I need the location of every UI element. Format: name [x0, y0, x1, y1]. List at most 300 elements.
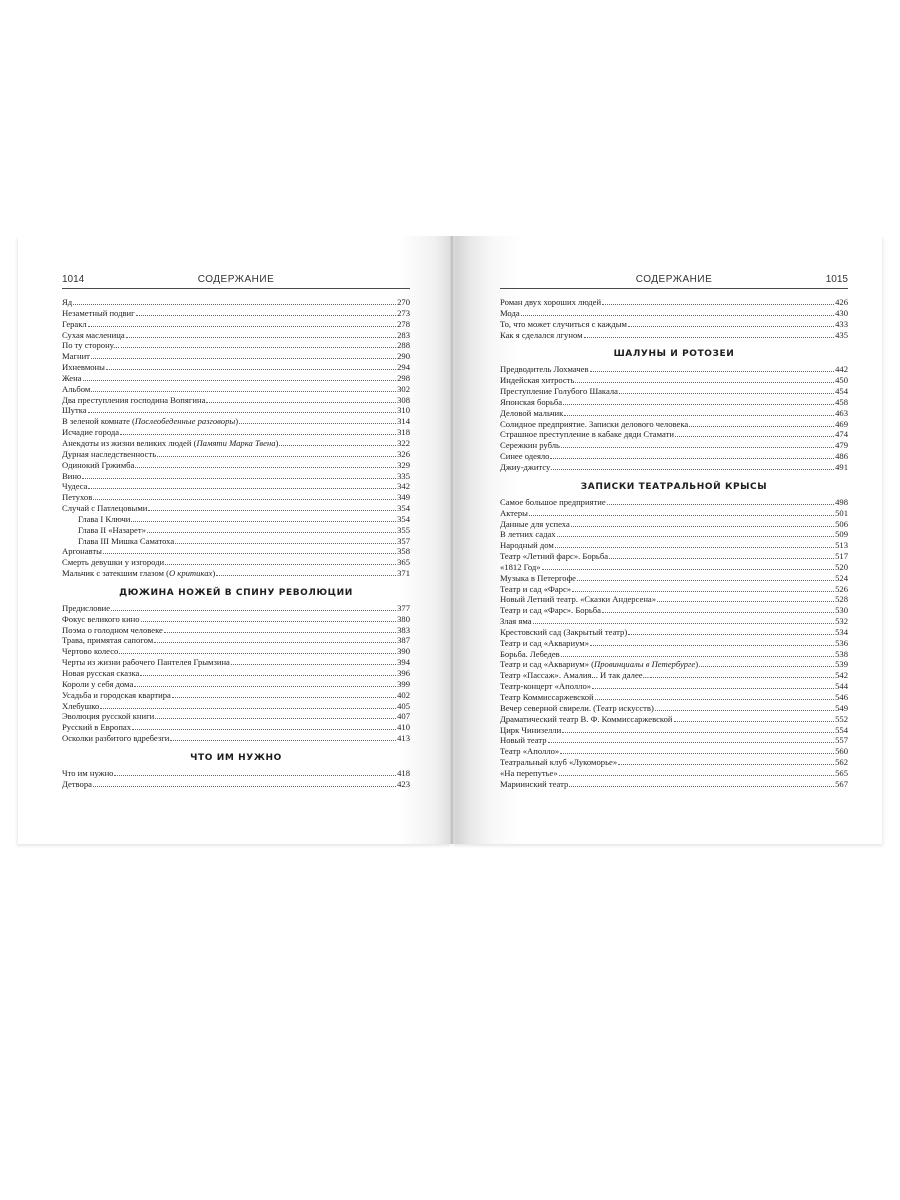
- toc-entry: [500, 616, 848, 627]
- entry-title-text: По ту сторону...: [62, 340, 120, 351]
- entry-title-text: Данные для успеха: [500, 518, 570, 529]
- toc-entry: [500, 638, 848, 649]
- entry-title: [500, 319, 627, 330]
- entry-title: [78, 514, 130, 525]
- entry-page-number: 273: [397, 307, 410, 318]
- entry-title: [500, 573, 576, 584]
- entry-title: [62, 679, 133, 690]
- entry-title-text: ): [695, 659, 699, 670]
- entry-page-number: 413: [397, 733, 410, 744]
- entry-title: [62, 768, 113, 779]
- entry-page-number: 318: [397, 427, 410, 438]
- entry-title-text: Театральный клуб «Лукоморье»: [500, 757, 618, 768]
- toc-entry: [500, 692, 848, 703]
- entry-title: [62, 438, 278, 449]
- entry-title: [62, 395, 205, 406]
- entry-title: [500, 584, 571, 595]
- entry-title: [62, 373, 82, 384]
- toc-entry: [500, 519, 848, 530]
- entry-title: [500, 529, 556, 540]
- section-title: ЧТО ИМ НУЖНО: [190, 752, 282, 763]
- entry-title: [500, 508, 528, 519]
- toc-entry: [500, 746, 848, 757]
- dot-leader: [602, 297, 834, 305]
- toc-entry: [62, 503, 410, 514]
- entry-title: [62, 362, 105, 373]
- toc-entry: [62, 384, 410, 395]
- entry-page-number: 342: [397, 481, 410, 492]
- entry-title: [62, 657, 230, 668]
- entry-title: [62, 614, 140, 625]
- toc-entry: [62, 395, 410, 406]
- entry-title-text: Страшное преступление в кабаке дяди Стамати: [500, 429, 674, 440]
- entry-title: [500, 451, 549, 462]
- dot-leader: [155, 711, 396, 719]
- dot-leader: [279, 438, 396, 446]
- entry-title: [62, 668, 139, 679]
- entry-page-number: 407: [397, 711, 410, 722]
- entry-title: [500, 297, 601, 308]
- toc-entry: [62, 614, 410, 625]
- entry-page-number: 314: [397, 416, 410, 427]
- left-page: [18, 236, 452, 844]
- entry-title-text: Преступление Голубого Шакала: [500, 386, 618, 397]
- toc-entry: [500, 551, 848, 562]
- toc-entry: [62, 635, 410, 646]
- entry-title: [500, 562, 541, 573]
- entry-page-number: 302: [397, 383, 410, 394]
- dot-leader: [100, 701, 396, 709]
- dot-leader: [595, 692, 835, 700]
- dot-leader: [521, 308, 834, 316]
- toc-entry: [500, 462, 848, 473]
- entry-title: [500, 551, 608, 562]
- dot-leader: [216, 568, 396, 576]
- toc-entry: [500, 584, 848, 595]
- toc-entry: [500, 429, 848, 440]
- dot-leader: [172, 690, 396, 698]
- entry-title: [500, 735, 547, 746]
- entry-page-number: 418: [397, 767, 410, 778]
- toc-entry: [500, 364, 848, 375]
- dot-leader: [602, 605, 834, 613]
- dot-leader: [88, 319, 396, 327]
- entry-title-text: Анекдоты из жизни великих людей (: [62, 437, 197, 448]
- toc-entry: [500, 725, 848, 736]
- entry-page-number: 469: [835, 418, 848, 429]
- entry-title-text: Самое большое предприятие: [500, 496, 606, 507]
- entry-title-text: Короли у себя дома: [62, 678, 134, 689]
- entry-title: [78, 536, 174, 547]
- entry-title-text: Ихневмоны: [62, 362, 105, 373]
- entry-title-text: Мальчик с затекшим глазом (: [62, 568, 169, 579]
- toc-subentry: [62, 525, 410, 536]
- entry-title-text: Злая яма: [500, 616, 532, 627]
- entry-title-text: Магнит: [62, 351, 90, 362]
- entry-page-number: 354: [397, 503, 410, 514]
- entry-page-number: 383: [397, 624, 410, 635]
- entry-page-number: 310: [397, 405, 410, 416]
- entry-title: [500, 627, 627, 638]
- dot-leader: [114, 768, 396, 776]
- entry-title-text: ): [212, 568, 216, 579]
- entry-page-number: 270: [397, 297, 410, 307]
- page-header: [62, 274, 410, 289]
- dot-leader: [584, 330, 835, 338]
- entry-title-text: Драматический театр В. Ф. Коммиссаржевской: [500, 713, 673, 724]
- entry-page-number: 355: [397, 524, 410, 535]
- entry-title-italic: Провинциалы в Петербурге: [594, 659, 696, 670]
- dot-leader: [607, 497, 834, 505]
- toc-entry: [62, 460, 410, 471]
- entry-title: [500, 429, 674, 440]
- entry-page-number: 358: [397, 546, 410, 557]
- entry-title: [500, 703, 654, 714]
- entry-page-number: 538: [835, 648, 848, 659]
- dot-leader: [542, 562, 835, 570]
- dot-leader: [82, 471, 396, 479]
- entry-title-text: Цирк Чинизелли: [500, 724, 562, 735]
- dot-leader: [88, 481, 396, 489]
- entry-title-text: Геракл: [62, 318, 87, 329]
- dot-leader: [674, 714, 835, 722]
- dot-leader: [154, 635, 396, 643]
- toc-entry: [500, 497, 848, 508]
- entry-page-number: 433: [835, 318, 848, 329]
- entry-page-number: 399: [397, 678, 410, 689]
- entry-title-text: Театр-концерт «Аполло»: [500, 681, 592, 692]
- entry-title-text: Новый Летний театр. «Сказки Андерсена»: [500, 594, 657, 605]
- toc-entry: [500, 649, 848, 660]
- entry-title: [78, 525, 146, 536]
- dot-leader: [675, 429, 834, 437]
- toc-entry: [62, 340, 410, 351]
- entry-page-number: 562: [835, 757, 848, 768]
- dot-leader: [88, 405, 397, 413]
- entry-page-number: 442: [835, 364, 848, 375]
- toc-entry: [500, 451, 848, 462]
- toc-entry: [62, 546, 410, 557]
- entry-title: [62, 416, 238, 427]
- dot-leader: [657, 594, 834, 602]
- toc-entry: [62, 481, 410, 492]
- toc-entry: [62, 373, 410, 384]
- entry-title-text: Как я сделался лгуном: [500, 329, 583, 340]
- entry-title-text: Мода: [500, 307, 520, 318]
- toc-entry: [500, 375, 848, 386]
- entry-title: [500, 375, 574, 386]
- entry-title-text: Петухов: [62, 492, 93, 503]
- entry-page-number: 290: [397, 351, 410, 362]
- entry-page-number: 458: [835, 396, 848, 407]
- dot-leader: [529, 508, 834, 516]
- entry-page-number: 554: [835, 724, 848, 735]
- toc-entry: [500, 397, 848, 408]
- entry-title-italic: Послеобеденные разговоры: [134, 416, 236, 427]
- entry-page-number: 365: [397, 557, 410, 568]
- dot-leader: [206, 395, 396, 403]
- toc-entry: [500, 681, 848, 692]
- entry-page-number: 298: [397, 372, 410, 383]
- section-title: ДЮЖИНА НОЖЕЙ В СПИНУ РЕВОЛЮЦИИ: [119, 587, 353, 598]
- running-title: СОДЕРЖАНИЕ: [635, 274, 713, 285]
- book-gutter: [449, 236, 455, 844]
- entry-title: [500, 746, 559, 757]
- dot-leader: [91, 351, 396, 359]
- dot-leader: [619, 386, 834, 394]
- dot-leader: [148, 503, 396, 511]
- entry-title: [500, 681, 591, 692]
- entry-title-text: Два преступления господина Вопягина: [62, 394, 206, 405]
- entry-title-text: Японская борьба: [500, 396, 563, 407]
- entry-title: [62, 503, 147, 514]
- entry-page-number: 557: [835, 735, 848, 746]
- toc-entry: [62, 779, 410, 790]
- dot-leader: [561, 440, 834, 448]
- entry-title-text: Случай с Патлецовыми: [62, 503, 148, 514]
- entry-page-number: 524: [835, 572, 848, 583]
- entry-page-number: 542: [835, 670, 848, 681]
- dot-leader: [577, 573, 834, 581]
- entry-title-text: ): [275, 437, 279, 448]
- right-page: [452, 236, 882, 844]
- toc-entry: [500, 670, 848, 681]
- entry-title-text: Осколки разбитого вдребезги: [62, 733, 170, 744]
- toc-entry: [62, 733, 410, 744]
- entry-page-number: 377: [397, 602, 410, 613]
- entry-title-text: Театр «Пассаж». Амалия... И так далее...: [500, 670, 650, 681]
- dot-leader: [164, 625, 396, 633]
- entry-page-number: 405: [397, 700, 410, 711]
- dot-leader: [111, 603, 396, 611]
- entry-page-number: 474: [835, 429, 848, 440]
- entry-page-number: 513: [835, 540, 848, 551]
- entry-title: [500, 649, 560, 660]
- entry-title: [62, 319, 87, 330]
- entry-page-number: 532: [835, 616, 848, 627]
- entry-title: [62, 701, 99, 712]
- toc-entry: [500, 735, 848, 746]
- entry-title-text: Актеры: [500, 507, 528, 518]
- entry-page-number: 549: [835, 702, 848, 713]
- entry-title: [500, 386, 618, 397]
- toc-entry: [500, 386, 848, 397]
- entry-title-text: Аргонавты: [62, 546, 102, 557]
- toc-entry: [500, 703, 848, 714]
- dot-leader: [559, 768, 834, 776]
- section-title: ШАЛУНЫ И РОТОЗЕИ: [613, 349, 735, 360]
- entry-title: [62, 340, 120, 351]
- entry-title: [500, 616, 532, 627]
- dot-leader: [548, 735, 835, 743]
- entry-page-number: 322: [397, 437, 410, 448]
- entry-title-text: Одинокий Гржимба: [62, 459, 135, 470]
- dot-leader: [592, 681, 834, 689]
- section-title: ЗАПИСКИ ТЕАТРАЛЬНОЙ КРЫСЫ: [580, 481, 768, 492]
- entry-page-number: 517: [835, 551, 848, 562]
- entry-title-text: Поэма о голодном человеке: [62, 624, 163, 635]
- entry-title: [500, 330, 583, 341]
- dot-leader: [120, 427, 396, 435]
- entry-title-text: Деловой мальчик: [500, 407, 564, 418]
- toc-entry: [500, 757, 848, 768]
- dot-leader: [575, 375, 834, 383]
- entry-title-text: Театр и сад «Аквариум»: [500, 637, 589, 648]
- entry-title-text: «1812 Год»: [500, 561, 541, 572]
- entry-page-number: 528: [835, 594, 848, 605]
- toc-entry: [62, 297, 410, 308]
- dot-leader: [135, 460, 396, 468]
- dot-leader: [618, 757, 834, 765]
- entry-title-text: Жена: [62, 372, 82, 383]
- dot-leader: [555, 540, 834, 548]
- entry-title: [500, 540, 554, 551]
- entry-page-number: 498: [835, 496, 848, 507]
- toc-entry: [62, 657, 410, 668]
- entry-title: [62, 779, 92, 790]
- entry-page-number: 402: [397, 689, 410, 700]
- dot-leader: [564, 408, 834, 416]
- entry-title: [62, 546, 102, 557]
- toc-entry: [500, 308, 848, 319]
- entry-title: [62, 603, 110, 614]
- entry-title-text: Предводитель Лохмачев: [500, 364, 589, 375]
- entry-title: [500, 364, 589, 375]
- entry-title-text: Предисловие: [62, 602, 111, 613]
- toc-entry: [500, 419, 848, 430]
- toc-entry: [62, 711, 410, 722]
- entry-title-text: Борьба. Лебедев: [500, 648, 560, 659]
- toc-entry: [500, 408, 848, 419]
- toc-entry: [500, 714, 848, 725]
- entry-title: [500, 594, 656, 605]
- dot-leader: [689, 419, 834, 427]
- dot-leader: [91, 384, 396, 392]
- book-spread: [18, 236, 882, 844]
- dot-leader: [571, 519, 834, 527]
- entry-page-number: 371: [397, 568, 410, 579]
- toc-entry: [62, 679, 410, 690]
- entry-title: [500, 605, 601, 616]
- entry-title-text: Что им нужно: [62, 767, 114, 778]
- entry-title: [62, 733, 169, 744]
- entry-title: [500, 308, 520, 319]
- entry-title: [62, 308, 135, 319]
- entry-page-number: 506: [835, 518, 848, 529]
- entry-title-text: Синее одеяло: [500, 451, 550, 462]
- dot-leader: [628, 319, 834, 327]
- toc-entry: [500, 330, 848, 341]
- entry-title-text: Исчадие города: [62, 427, 120, 438]
- entry-title: [62, 297, 72, 308]
- entry-title-text: Чертово колесо: [62, 646, 119, 657]
- running-title: СОДЕРЖАНИЕ: [197, 274, 275, 285]
- entry-title: [500, 638, 589, 649]
- entry-page-number: 380: [397, 613, 410, 624]
- toc-entry: [62, 625, 410, 636]
- entry-page-number: 349: [397, 492, 410, 503]
- entry-page-number: 357: [397, 535, 410, 546]
- toc-entry: [62, 471, 410, 482]
- entry-page-number: 567: [835, 778, 848, 789]
- entry-page-number: 552: [835, 713, 848, 724]
- dot-leader: [140, 668, 396, 676]
- dot-leader: [141, 614, 397, 622]
- toc-entry: [500, 573, 848, 584]
- dot-leader: [239, 416, 396, 424]
- entry-title: [500, 440, 560, 451]
- entry-page-number: 491: [835, 461, 848, 472]
- entry-page-number: 454: [835, 386, 848, 397]
- toc-entry: [500, 297, 848, 308]
- entry-title-text: Вино: [62, 470, 82, 481]
- dot-leader: [106, 362, 396, 370]
- dot-leader: [93, 492, 396, 500]
- toc-entry: [62, 362, 410, 373]
- dot-leader: [628, 627, 834, 635]
- entry-title: [500, 497, 606, 508]
- entry-title: [62, 384, 90, 395]
- entry-page-number: 283: [397, 329, 410, 340]
- dot-leader: [73, 297, 396, 305]
- entry-title: [62, 635, 153, 646]
- entry-title-text: Дурная наследственность: [62, 448, 157, 459]
- entry-title-italic: О критиках: [168, 568, 213, 579]
- toc-entry: [62, 405, 410, 416]
- entry-page-number: 479: [835, 440, 848, 451]
- toc-entry: [62, 690, 410, 701]
- page-header: [500, 274, 848, 289]
- entry-title-text: Сережкин рубль: [500, 440, 560, 451]
- entry-title: [62, 460, 134, 471]
- entry-title: [500, 714, 673, 725]
- dot-leader: [83, 373, 397, 381]
- toc-entry: [62, 701, 410, 712]
- toc-entry: [62, 308, 410, 319]
- entry-title: [62, 492, 92, 503]
- entry-page-number: 308: [397, 394, 410, 405]
- entry-title: [500, 519, 570, 530]
- entry-title-text: Крестовский сад (Закрытый театр): [500, 626, 628, 637]
- entry-title-text: Музыка в Петергофе: [500, 572, 576, 583]
- entry-title-text: Незаметный подвиг: [62, 307, 135, 318]
- entry-page-number: 354: [397, 513, 410, 524]
- entry-page-number: 278: [397, 318, 410, 329]
- toc-entry: [500, 659, 848, 670]
- entry-title-text: Шутка: [62, 405, 87, 416]
- entry-title: [62, 405, 87, 416]
- toc-entry: [500, 594, 848, 605]
- entry-page-number: 335: [397, 470, 410, 481]
- entry-page-number: 390: [397, 646, 410, 657]
- entry-page-number: 329: [397, 459, 410, 470]
- entry-title: [500, 397, 562, 408]
- entry-title-text: Яд: [62, 297, 73, 307]
- dot-leader: [147, 525, 396, 533]
- toc-entry: [500, 319, 848, 330]
- dot-leader: [699, 659, 834, 667]
- toc-entry: [500, 627, 848, 638]
- toc-entry: [500, 779, 848, 790]
- entry-title-text: Театр и сад «Фарс»: [500, 583, 572, 594]
- entry-title: [500, 768, 558, 779]
- toc-column-right: [500, 297, 848, 790]
- entry-title-text: То, что может случиться с каждым: [500, 318, 627, 329]
- entry-page-number: 501: [835, 507, 848, 518]
- toc-entry: [62, 330, 410, 341]
- toc-entry: [500, 540, 848, 551]
- entry-title-text: Глава III Мишка Саматоха: [78, 535, 175, 546]
